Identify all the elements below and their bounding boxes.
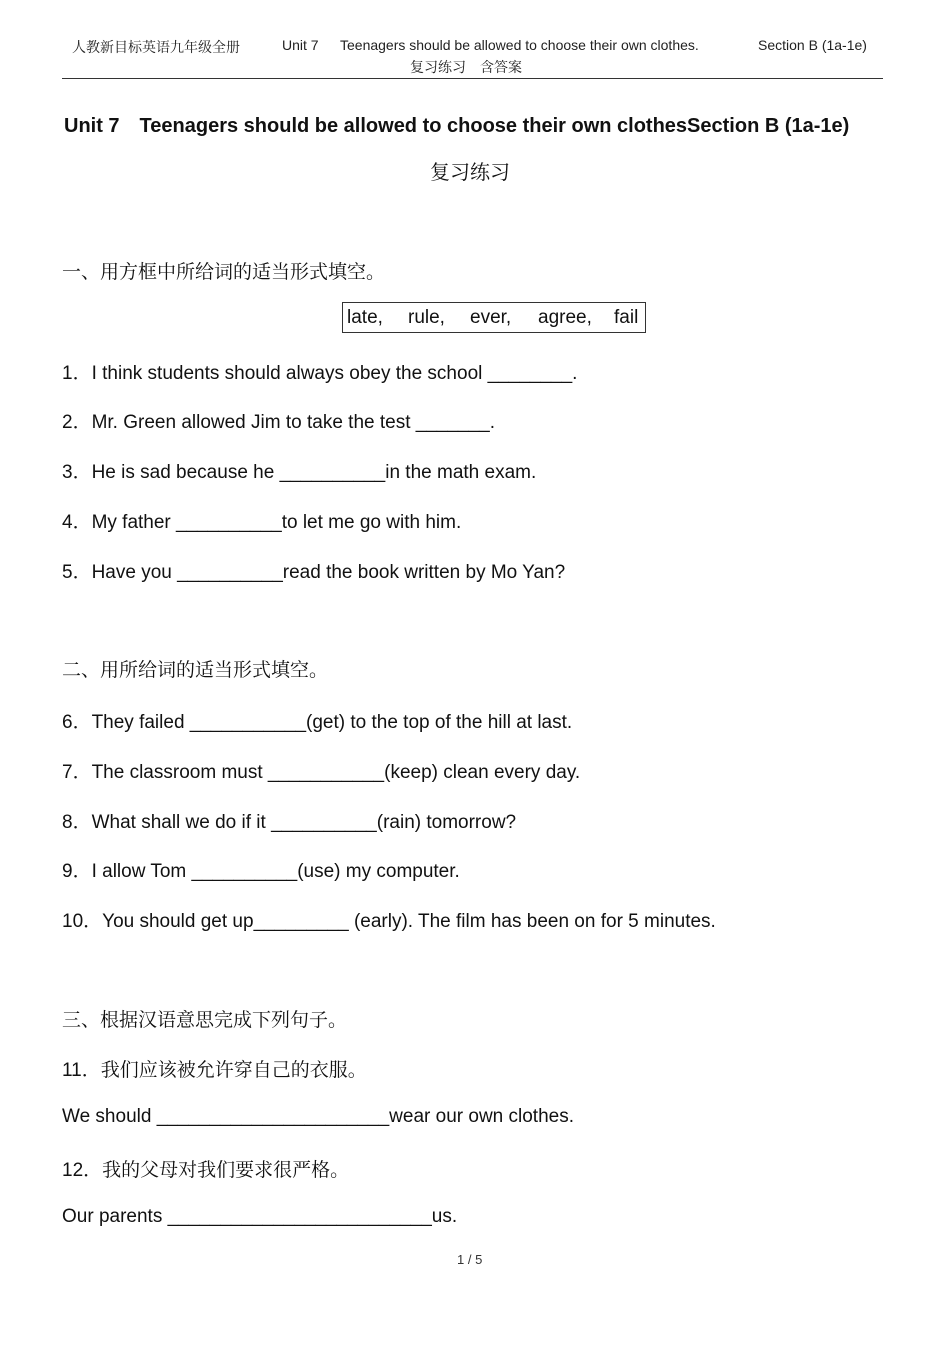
page-subtitle: 复习练习	[430, 162, 510, 184]
header-unit: Unit 7	[282, 37, 319, 53]
page-title: Unit 7 Teenagers should be allowed to choose their own clothesSection B (1a-1e)	[64, 115, 850, 137]
header-lesson: Teenagers should be allowed to choose their own clothes.	[340, 37, 699, 53]
word-box-item: late,	[347, 307, 383, 328]
word-box-item: rule,	[408, 307, 445, 328]
question-7: 7．The classroom must ___________(keep) clean every day.	[62, 762, 581, 783]
header-section: Section B (1a-1e)	[758, 37, 867, 53]
question-3: 3．He is sad because he __________in the math exam.	[62, 462, 537, 483]
part3-heading: 三、根据汉语意思完成下列句子。	[62, 1010, 348, 1031]
word-box-item: agree,	[538, 307, 592, 328]
question-8: 8．What shall we do if it __________(rain) tomorrow?	[62, 812, 517, 833]
header-divider	[62, 78, 883, 79]
question-1: 1．I think students should always obey the school ________.	[62, 363, 578, 384]
question-10: 10．You should get up_________ (early). The film has been on for 5 minutes.	[62, 911, 716, 932]
part1-heading: 一、用方框中所给词的适当形式填空。	[62, 262, 386, 283]
question-11-chinese: 11．我们应该被允许穿自己的衣服。	[62, 1060, 367, 1081]
question-6: 6．They failed ___________(get) to the top of the hill at last.	[62, 712, 573, 733]
header-book-title: 人教新目标英语九年级全册	[72, 39, 240, 55]
question-12-english: Our parents _________________________us.	[62, 1206, 458, 1227]
question-4: 4．My father __________to let me go with him.	[62, 512, 462, 533]
word-box-item: fail	[614, 307, 639, 328]
question-11-english: We should ______________________wear our own clothes.	[62, 1106, 574, 1127]
question-2: 2．Mr. Green allowed Jim to take the test _______.	[62, 412, 496, 433]
question-9: 9．I allow Tom __________(use) my computer.	[62, 861, 460, 882]
header-subtitle: 复习练习 含答案	[410, 59, 522, 75]
page-number: 1 / 5	[457, 1252, 483, 1267]
question-5: 5．Have you __________read the book written by Mo Yan?	[62, 562, 566, 583]
word-box	[342, 302, 646, 333]
question-12-chinese: 12．我的父母对我们要求很严格。	[62, 1160, 350, 1181]
word-box-item: ever,	[470, 307, 512, 328]
part2-heading: 二、用所给词的适当形式填空。	[62, 660, 329, 681]
